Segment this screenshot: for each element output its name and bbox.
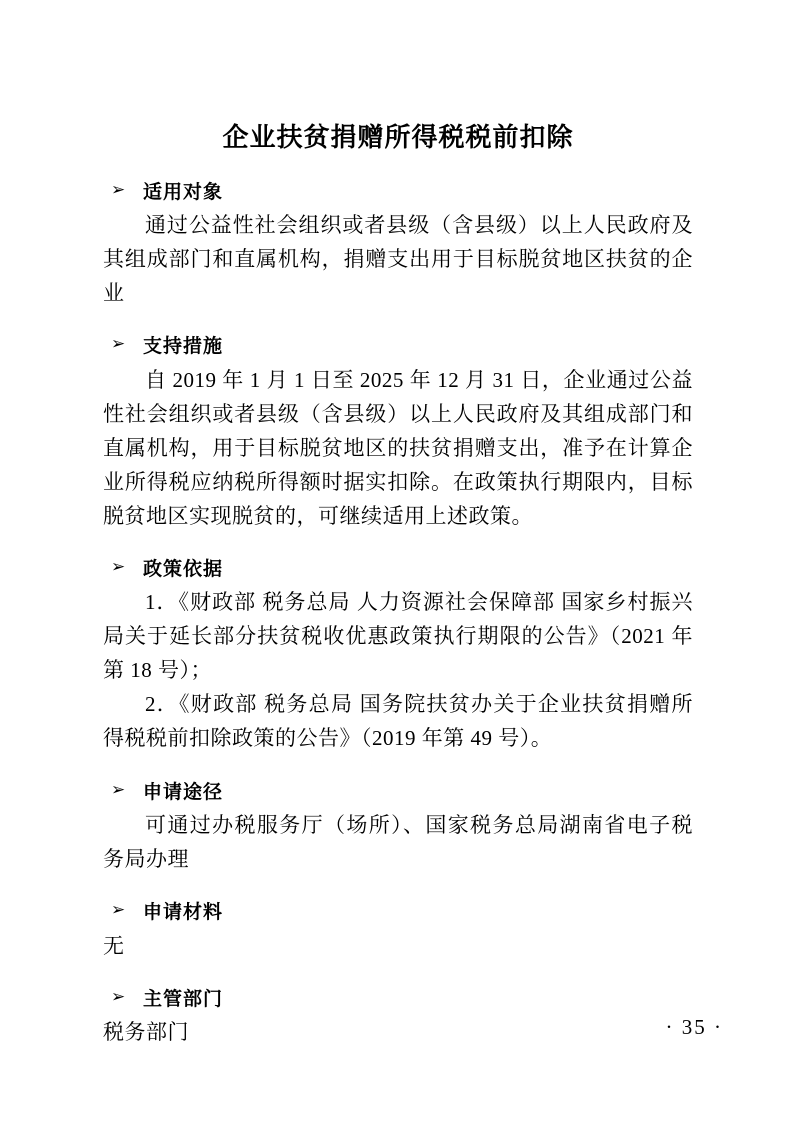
arrow-bullet-icon: ➢ bbox=[111, 900, 127, 921]
page-number: · 35 · bbox=[665, 1015, 723, 1039]
section-heading-label: 申请途径 bbox=[143, 780, 224, 803]
section-paragraph: 税务部门 bbox=[103, 1020, 189, 1045]
section-paragraph: 可通过办税服务厅（场所）、国家税务总局湖南省电子税务局办理 bbox=[103, 813, 693, 872]
section-paragraph: 1．《财政部 税务总局 人力资源社会保障部 国家乡村振兴局关于延长部分扶贫税收优惠政策执行期限的公告》（2021 年第 18 号）； bbox=[103, 590, 693, 683]
section-paragraph: 自 2019 年 1 月 1 日至 2025 年 12 月 31 日，企业通过公益性社会组织或者县级（含县级）以上人民政府及其组成部门和直属机构，用于目标脱贫地区的扶贫捐赠支出，准予在计算企业所得税应纳税所得额时据实扣除。在政策执行期限内，目标脱贫地区实现脱贫的，可继续适用上述政策。 bbox=[103, 367, 693, 528]
section-heading-application-materials bbox=[103, 898, 693, 927]
section-heading-label: 申请材料 bbox=[143, 901, 224, 924]
arrow-bullet-icon: ➢ bbox=[111, 779, 127, 800]
arrow-bullet-icon: ➢ bbox=[111, 179, 127, 200]
section-heading-policy-basis bbox=[103, 555, 693, 584]
section-paragraph: 无 bbox=[103, 933, 125, 958]
section-heading-label: 政策依据 bbox=[143, 557, 224, 580]
page-content bbox=[103, 0, 693, 1049]
arrow-bullet-icon: ➢ bbox=[111, 334, 127, 355]
arrow-bullet-icon: ➢ bbox=[111, 556, 127, 577]
section-heading-application-channel bbox=[103, 778, 693, 807]
section-paragraph: 2．《财政部 税务总局 国务院扶贫办关于企业扶贫捐赠所得税税前扣除政策的公告》（2019 年第 49 号）。 bbox=[103, 692, 693, 751]
section-paragraph: 通过公益性社会组织或者县级（含县级）以上人民政府及其组成部门和直属机构，捐赠支出用于目标脱贫地区扶贫的企业 bbox=[103, 213, 693, 306]
section-heading-applicable-target bbox=[103, 178, 693, 207]
section-heading-label: 适用对象 bbox=[143, 180, 224, 203]
section-heading-support-measures bbox=[103, 332, 693, 361]
section-heading-competent-department bbox=[103, 985, 693, 1014]
arrow-bullet-icon: ➢ bbox=[111, 986, 127, 1007]
section-heading-label: 主管部门 bbox=[143, 987, 224, 1010]
page-title: 企业扶贫捐赠所得税税前扣除 bbox=[222, 123, 574, 153]
section-heading-label: 支持措施 bbox=[143, 335, 224, 358]
